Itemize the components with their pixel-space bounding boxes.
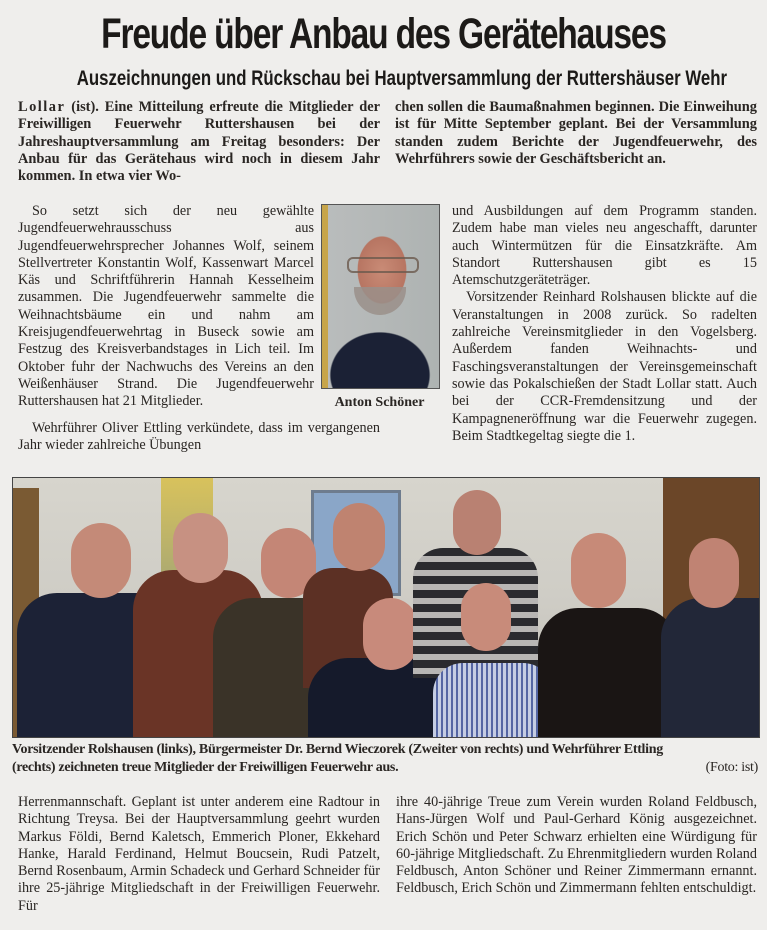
photo-face-6 bbox=[453, 490, 501, 555]
body-left-paragraph-1: So setzt sich der neu gewählte Jugendfeuerwehrausschuss aus Jugendfeuerwehrsprecher Johannes Wolf, seinem Stellvertreter Konstantin Wolf, Kassenwart Marcel Käs und Schriftführerin Hannah Kesselheim zusammen. Die Jugendfeuerwehr sammelte die Weihnachtsbäume ein und nahm am Kreisjugendfeuerwehrtag in Buseck sowie am Festzug des Kreisverbandstages in Lich teil. Im Oktober fuhr der Nachwuchs des Vereins an den Weißenhäuser Strand. Die Jugendfeuerwehr Ruttershausen hat 21 Mitglieder. bbox=[18, 203, 314, 410]
portrait-photo-anton-schoener bbox=[321, 204, 440, 389]
photo-face-5 bbox=[363, 598, 418, 670]
subheadline: Auszeichnungen und Rückschau bei Hauptversammlung der Ruttershäuser Wehr bbox=[76, 67, 728, 90]
bottom-left-paragraph: Herrenmannschaft. Geplant ist unter anderem eine Radtour in Richtung Treysa. Bei der Hauptversammlung geehrt wurden Markus Földi, Bernd Kaletsch, Emmerich Ploner, Ekkehard Hanke, Harald Ferdinand, Helmut Boucsein, Rudi Patzelt, Bernd Rosenbaum, Armin Schadeck und Gerhard Schneider für ihre 25-jährige Mitgliedschaft in der Freiwilligen Feuerwehr. Für bbox=[18, 794, 380, 914]
photo-caption bbox=[12, 741, 758, 777]
photo-face-7 bbox=[461, 583, 511, 651]
photo-face-8 bbox=[571, 533, 626, 608]
body-right-column bbox=[452, 203, 757, 467]
body-left-column bbox=[18, 203, 314, 410]
photo-credit: (Foto: ist) bbox=[700, 759, 758, 777]
photo-person-8 bbox=[538, 608, 678, 738]
lead-right bbox=[395, 99, 757, 187]
photo-person-7 bbox=[433, 663, 553, 738]
photo-person-9 bbox=[661, 598, 759, 738]
headline: Freude über Anbau des Gerätehauses bbox=[101, 10, 666, 58]
body-left-column-bottom bbox=[18, 420, 380, 456]
photo-face-2 bbox=[173, 513, 228, 583]
group-photo bbox=[12, 477, 760, 738]
bottom-right-column bbox=[396, 794, 757, 930]
lead-text-right: chen sollen die Baumaßnahmen beginnen. Die Einweihung ist für Mitte September geplant. Bei der Versammlung standen zudem Berichte der Jugendfeuerwehr, des Wehrführers sowie der Geschäftsbericht an. bbox=[395, 99, 757, 167]
portrait-glasses bbox=[347, 257, 419, 273]
bottom-left-column bbox=[18, 794, 380, 930]
photo-face-4 bbox=[333, 503, 385, 571]
body-right-paragraph-2: Vorsitzender Reinhard Rolshausen blickte auf die Veranstaltungen in 2008 zurück. So radelten zahlreiche Vereinsmitglieder in den Vogelsberg. Außerdem fanden Weihnachts- und Faschingsveranstaltungen der Vereinsgemeinschaft sowie das Pokalschießen der Stadt Lollar statt. Auch bei der CCR-Fremdensitzung und der Kampagneneröffnung war die Feuerwehr zugegen. Beim Stadtkegeltag siegte die 1. bbox=[452, 289, 757, 444]
bottom-right-paragraph: ihre 40-jährige Treue zum Verein wurden Roland Feldbusch, Hans-Jürgen Wolf und Paul-Gerhard König ausgezeichnet. Erich Schön und Peter Schwarz erhielten eine Würdigung für 60-jährige Mitgliedschaft. Zu Ehrenmitgliedern wurden Roland Feldbusch, Anton Schöner und Reiner Zimmermann ernannt. Feldbusch, Erich Schön und Zimmermann fehlten entschuldigt. bbox=[396, 794, 757, 897]
lead-left bbox=[18, 99, 380, 187]
body-left-paragraph-2: Wehrführer Oliver Ettling verkündete, dass im vergangenen Jahr wieder zahlreiche Übungen bbox=[18, 420, 380, 454]
photo-face-9 bbox=[689, 538, 739, 608]
photo-face-1 bbox=[71, 523, 131, 598]
photo-caption-text: Vorsitzender Rolshausen (links), Bürgermeister Dr. Bernd Wieczorek (Zweiter von rechts) und Wehrführer Ettling (rechts) zeichneten treue Mitglieder der Freiwilligen Feuerwehr aus. bbox=[12, 742, 663, 775]
body-right-paragraph-1: und Ausbildungen auf dem Programm standen. Zudem habe man vieles neu angeschafft, darunter auch Wintermützen für die Einsatzkräfte. Am Standort Ruttershausen gibt es 15 Atemschutzgeräteträger. bbox=[452, 203, 757, 289]
lead-text: (ist). Eine Mitteilung erfreute die Mitglieder der Freiwilligen Feuerwehr Ruttershausen bei der Jahreshauptversammlung am Freitag besonders: Der Anbau für das Gerätehaus wird noch in diesem Jahr kommen. In etwa vier Wo- bbox=[18, 99, 380, 185]
dateline: Lollar bbox=[18, 99, 66, 115]
portrait-caption: Anton Schöner bbox=[334, 395, 425, 410]
portrait-beard bbox=[354, 287, 406, 315]
